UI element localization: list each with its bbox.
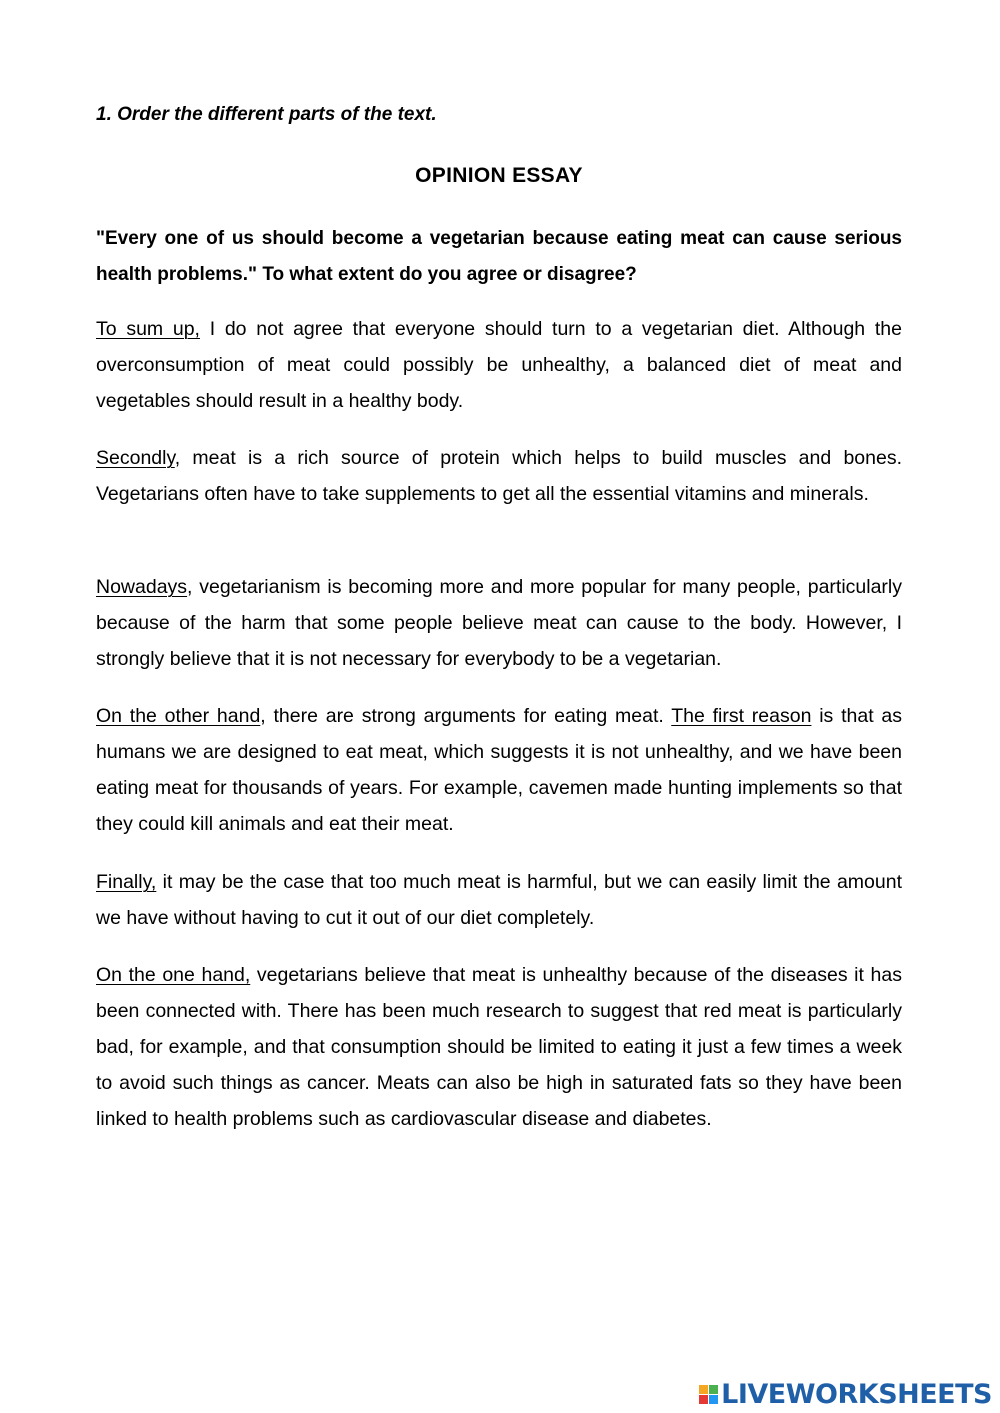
paragraph-text: , vegetarianism is becoming more and more popular for many people, particularly because of the harm that some people believe meat can cause to the body. However, I strongly believe that it is not necessary for everybody to be a vegetarian. [96,576,902,670]
essay-prompt: "Every one of us should become a vegetarian because eating meat can cause serious health problems." To what extent do you agree or disagree? [96,228,902,285]
liveworksheets-logo-icon [699,1385,718,1404]
paragraph-secondly[interactable] [96,440,902,512]
paragraph-finally[interactable] [96,864,902,936]
linker-secondly: Secondly [96,447,175,469]
paragraph-text: I do not agree that everyone should turn to a vegetarian diet. Although the overconsumption of meat could possibly be unhealthy, a balanced diet of meat and vegetables should result in a healthy body. [96,318,902,412]
linker-the-first-reason: The first reason [671,705,812,727]
essay-title: OPINION ESSAY [415,164,583,187]
linker-nowadays: Nowadays [96,576,188,598]
paragraph-text: is that as humans we are designed to eat meat, which suggests it is not unhealthy, and we have been eating meat for thousands of years. For example, cavemen made hunting implements so that they could kill animals and eat their meat. [96,705,902,835]
paragraph-introduction[interactable] [96,569,902,677]
instruction: 1. Order the different parts of the text. [96,104,437,125]
brand-name: LIVEWORKSHEETS [721,1378,992,1410]
paragraph-text: , there are strong arguments for eating meat. [260,705,672,727]
paragraph-text: , meat is a rich source of protein which helps to build muscles and bones. Vegetarians often have to take supplements to get all the essential vitamins and minerals. [96,447,902,505]
paragraph-text: it may be the case that too much meat is harmful, but we can easily limit the amount we have without having to cut it out of our diet completely. [96,871,902,929]
paragraph-conclusion[interactable] [96,311,902,419]
liveworksheets-brand[interactable] [699,1377,992,1411]
paragraph-other-hand[interactable] [96,698,902,842]
linker-on-the-one-hand: On the one hand, [96,964,251,986]
linker-finally: Finally, [96,871,157,893]
paragraph-one-hand[interactable] [96,957,902,1137]
linker-to-sum-up: To sum up, [96,318,200,340]
linker-on-the-other-hand: On the other hand [96,705,261,727]
paragraph-text: vegetarians believe that meat is unhealthy because of the diseases it has been connected with. There has been much research to suggest that red meat is particularly bad, for example, and that consumption should be limited to eating it just a few times a week to avoid such things as cancer. Meats can also be high in saturated fats so they have been linked to health problems such as cardiovascular disease and diabetes. [96,964,902,1130]
